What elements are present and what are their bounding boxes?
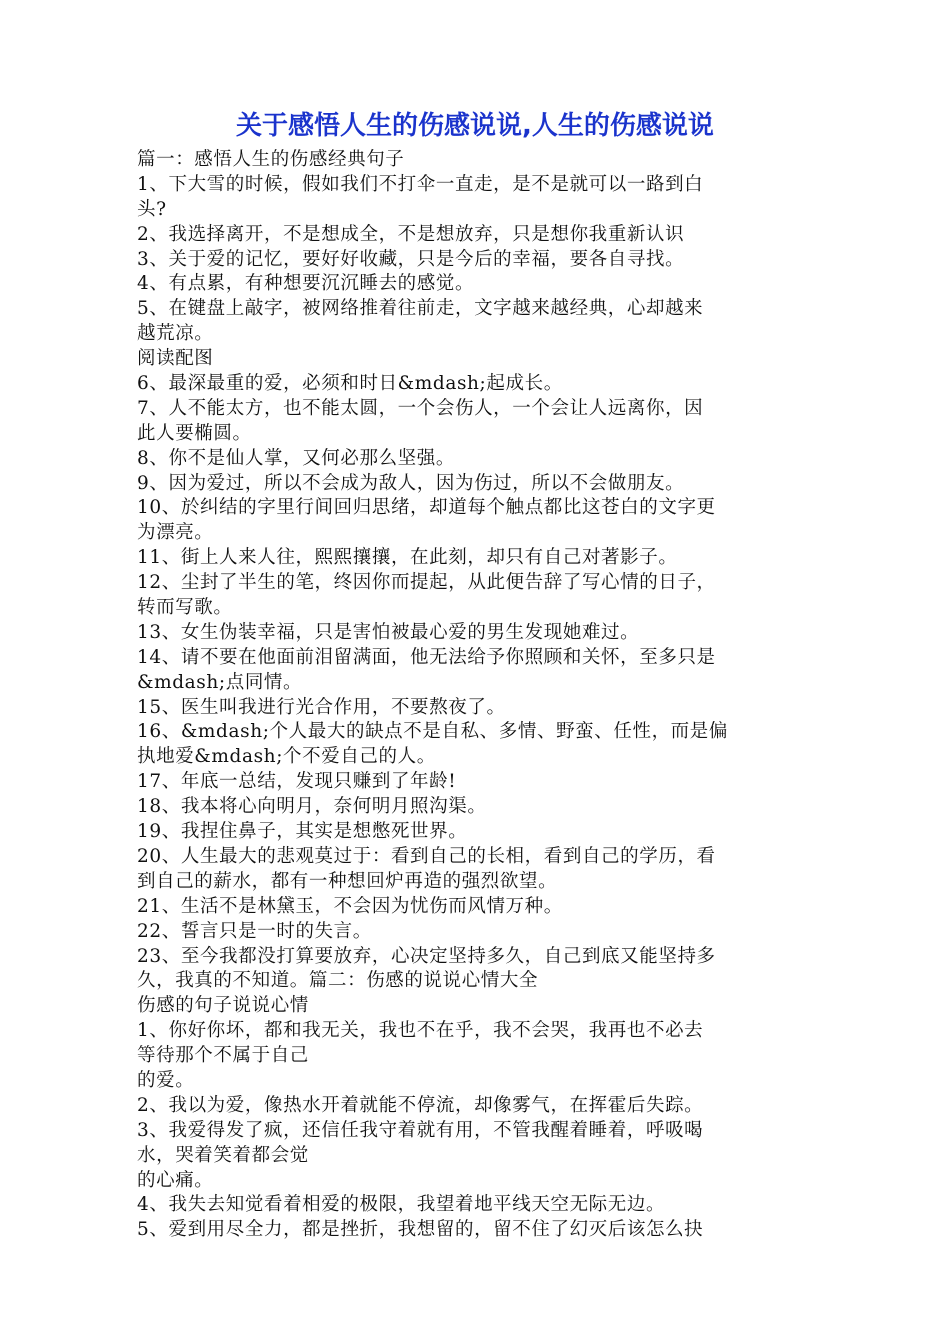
text-line: 12、尘封了半生的笔，终因你而提起，从此便告辞了写心情的日子， xyxy=(137,572,716,594)
text-line: 16、&mdash;个人最大的缺点不是自私、多情、野蛮、任性，而是偏 xyxy=(137,721,728,743)
text-line: 1、下大雪的时候，假如我们不打伞一直走，是不是就可以一路到白 xyxy=(137,173,704,195)
text-line: 8、你不是仙人掌，又何必那么坚强。 xyxy=(137,447,455,469)
text-line: 9、因为爱过，所以不会成为敌人，因为伤过，所以不会做朋友。 xyxy=(137,472,685,494)
text-line: 转而写歌。 xyxy=(137,597,233,619)
text-line: 伤感的句子说说心情 xyxy=(137,995,309,1017)
text-line: 23、至今我都没打算要放弃，心决定坚持多久，自己到底又能坚持多 xyxy=(137,945,716,967)
text-line: 到自己的薪水，都有一种想回炉再造的强烈欲望。 xyxy=(137,870,558,892)
text-line: 水，哭着笑着都会觉 xyxy=(137,1144,309,1166)
text-line: 阅读配图 xyxy=(137,348,214,370)
text-line: 14、请不要在他面前泪留满面，他无法给予你照顾和关怀，至多只是 xyxy=(137,646,716,668)
text-line: 20、人生最大的悲观莫过于：看到自己的长相，看到自己的学历，看 xyxy=(137,845,716,867)
text-line: 10、於纠结的字里行间回归思绪，却道每个触点都比这苍白的文字更 xyxy=(137,497,716,519)
text-line: 18、我本将心向明月，奈何明月照沟渠。 xyxy=(137,796,487,818)
text-line: 此人要椭圆。 xyxy=(137,422,252,444)
text-line: 22、誓言只是一时的失言。 xyxy=(137,920,372,942)
text-line: 17、年底一总结，发现只赚到了年龄! xyxy=(137,771,457,793)
text-line: 3、关于爱的记忆，要好好收藏，只是今后的幸福，要各自寻找。 xyxy=(137,248,685,270)
text-line: 13、女生伪装幸福，只是害怕被最心爱的男生发现她难过。 xyxy=(137,621,640,643)
text-line: 7、人不能太方，也不能太圆，一个会伤人，一个会让人远离你，因 xyxy=(137,397,704,419)
text-line: 越荒凉。 xyxy=(137,323,214,345)
text-line: 4、我失去知觉看着相爱的极限，我望着地平线天空无际无边。 xyxy=(137,1194,666,1216)
text-line: 久，我真的不知道。篇二：伤感的说说心情大全 xyxy=(137,970,539,992)
text-line: 的爱。 xyxy=(137,1069,195,1091)
text-line: 篇一：感悟人生的伤感经典句子 xyxy=(137,149,405,170)
text-line: 15、医生叫我进行光合作用，不要熬夜了。 xyxy=(137,696,506,718)
document-body xyxy=(137,148,817,1243)
text-line: &mdash;点同情。 xyxy=(137,671,303,693)
text-line: 5、爱到用尽全力，都是挫折，我想留的，留不住了幻灭后该怎么抉 xyxy=(137,1219,704,1241)
text-line: 6、最深最重的爱，必须和时日&mdash;起成长。 xyxy=(137,373,563,395)
text-line: 1、你好你坏，都和我无关，我也不在乎，我不会哭，我再也不必去 xyxy=(137,1020,704,1042)
text-line: 4、有点累，有种想要沉沉睡去的感觉。 xyxy=(137,273,475,295)
text-line: 19、我捏住鼻子，其实是想憋死世界。 xyxy=(137,821,468,843)
text-line: 头? xyxy=(137,198,167,220)
document-title: 关于感悟人生的伤感说说,人生的伤感说说 xyxy=(236,111,714,141)
text-line: 为漂亮。 xyxy=(137,522,214,544)
text-line: 21、生活不是林黛玉，不会因为忧伤而风情万种。 xyxy=(137,895,563,917)
text-line: 11、街上人来人往，熙熙攘攘，在此刻，却只有自己对著影子。 xyxy=(137,547,678,569)
text-line: 的心痛。 xyxy=(137,1169,214,1191)
text-line: 等待那个不属于自己 xyxy=(137,1045,309,1067)
text-line: 2、我选择离开，不是想成全，不是想放弃，只是想你我重新认识 xyxy=(137,223,685,245)
text-line: 3、我爱得发了疯，还信任我守着就有用，不管我醒着睡着，呼吸喝 xyxy=(137,1119,704,1141)
text-line: 执地爱&mdash;个不爱自己的人。 xyxy=(137,746,436,768)
text-line: 5、在键盘上敲字，被网络推着往前走，文字越来越经典，心却越来 xyxy=(137,298,704,320)
text-line: 2、我以为爱，像热水开着就能不停流，却像雾气，在挥霍后失踪。 xyxy=(137,1094,704,1116)
